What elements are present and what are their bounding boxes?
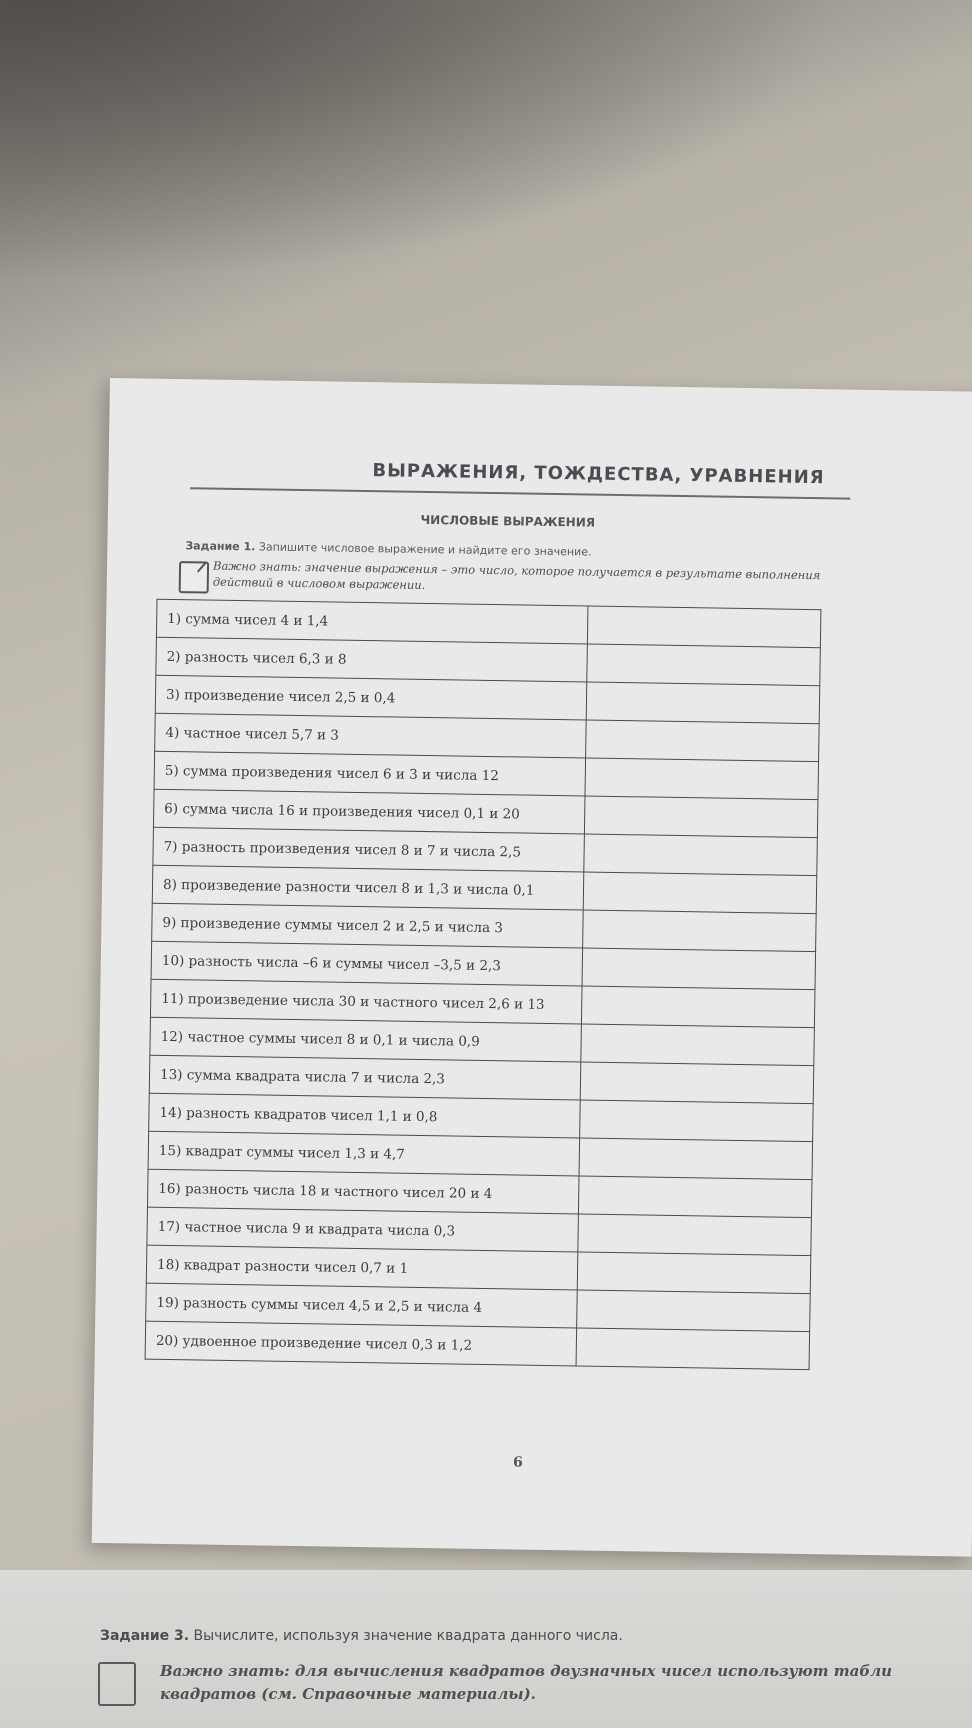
- task3-note: [160, 1660, 972, 1706]
- exercise-text: 17) частное числа 9 и квадрата числа 0,3: [147, 1207, 579, 1252]
- answer-cell[interactable]: [584, 834, 817, 876]
- answer-cell[interactable]: [588, 606, 821, 648]
- exercise-text: 15) квадрат суммы чисел 1,3 и 4,7: [148, 1131, 580, 1176]
- task3-text: Вычислите, используя значение квадрата данного числа.: [193, 1628, 623, 1644]
- section-title: ЧИСЛОВЫЕ ВЫРАЖЕНИЯ: [420, 512, 596, 530]
- answer-cell[interactable]: [583, 872, 816, 914]
- answer-cell[interactable]: [577, 1290, 810, 1332]
- task3-label: Задание 3.: [100, 1628, 190, 1644]
- answer-cell[interactable]: [586, 682, 819, 724]
- task1-text: Запишите числовое выражение и найдите его значение.: [258, 540, 592, 559]
- exercise-text: 5) сумма произведения чисел 6 и 3 и числа 12: [154, 751, 586, 796]
- answer-cell[interactable]: [579, 1176, 812, 1218]
- worksheet-page: [92, 378, 972, 1557]
- important-note: Важно знать: значение выражения – это число, которое получается в результате выполнения действий в числовом выражении.: [212, 558, 821, 592]
- answer-cell[interactable]: [580, 1100, 813, 1142]
- exercise-text: 9) произведение суммы чисел 2 и 2,5 и числа 3: [152, 903, 584, 948]
- exercise-text: 6) сумма числа 16 и произведения чисел 0,1 и 20: [153, 789, 585, 834]
- task3-note-line: квадратов (см. Справочные материалы).: [160, 1685, 536, 1703]
- answer-cell[interactable]: [582, 948, 815, 990]
- page-number: 6: [512, 1454, 523, 1471]
- notepad-icon: [98, 1662, 136, 1706]
- exercise-text: 11) произведение числа 30 и частного чисел 2,6 и 13: [150, 979, 582, 1024]
- exercise-text: 16) разность числа 18 и частного чисел 20 и 4: [147, 1169, 579, 1214]
- exercise-text: 10) разность числа –6 и суммы чисел –3,5 и 2,3: [151, 941, 583, 986]
- exercise-text: 19) разность суммы чисел 4,5 и 2,5 и числа 4: [146, 1283, 578, 1328]
- answer-cell[interactable]: [581, 1024, 814, 1066]
- answer-cell[interactable]: [582, 986, 815, 1028]
- title-divider: [190, 487, 850, 499]
- notepad-icon: [179, 561, 209, 593]
- answer-cell[interactable]: [587, 644, 820, 686]
- exercise-text: 2) разность чисел 6,3 и 8: [156, 637, 588, 682]
- exercise-text: 8) произведение разности чисел 8 и 1,3 и числа 0,1: [152, 865, 584, 910]
- exercise-text: 7) разность произведения чисел 8 и 7 и числа 2,5: [153, 827, 585, 872]
- answer-cell[interactable]: [585, 796, 818, 838]
- exercise-text: 13) сумма квадрата числа 7 и числа 2,3: [149, 1055, 581, 1100]
- table-surface-shadow: [0, 0, 972, 330]
- page-title: ВЫРАЖЕНИЯ, ТОЖДЕСТВА, УРАВНЕНИЯ: [372, 460, 825, 489]
- task1-label: Задание 1.: [185, 539, 256, 554]
- exercise-text: 18) квадрат разности чисел 0,7 и 1: [146, 1245, 578, 1290]
- exercise-text: 3) произведение чисел 2,5 и 0,4: [155, 675, 587, 720]
- exercise-text: 12) частное суммы чисел 8 и 0,1 и числа 0,9: [150, 1017, 582, 1062]
- exercise-text: 14) разность квадратов чисел 1,1 и 0,8: [149, 1093, 581, 1138]
- answer-cell[interactable]: [578, 1214, 811, 1256]
- answer-cell[interactable]: [586, 720, 819, 762]
- answer-cell[interactable]: [577, 1252, 810, 1294]
- answer-cell[interactable]: [583, 910, 816, 952]
- answer-cell[interactable]: [579, 1138, 812, 1180]
- exercise-text: 20) удвоенное произведение чисел 0,3 и 1,2: [145, 1321, 577, 1366]
- task3-note-line: Важно знать: для вычисления квадратов двузначных чисел используют табли: [160, 1662, 893, 1680]
- task3-instruction: [100, 1628, 960, 1644]
- exercise-text: 1) сумма чисел 4 и 1,4: [156, 599, 588, 644]
- answer-cell[interactable]: [576, 1328, 809, 1370]
- exercise-text: 4) частное чисел 5,7 и 3: [155, 713, 587, 758]
- answer-cell[interactable]: [580, 1062, 813, 1104]
- exercise-table: [145, 599, 822, 1370]
- answer-cell[interactable]: [585, 758, 818, 800]
